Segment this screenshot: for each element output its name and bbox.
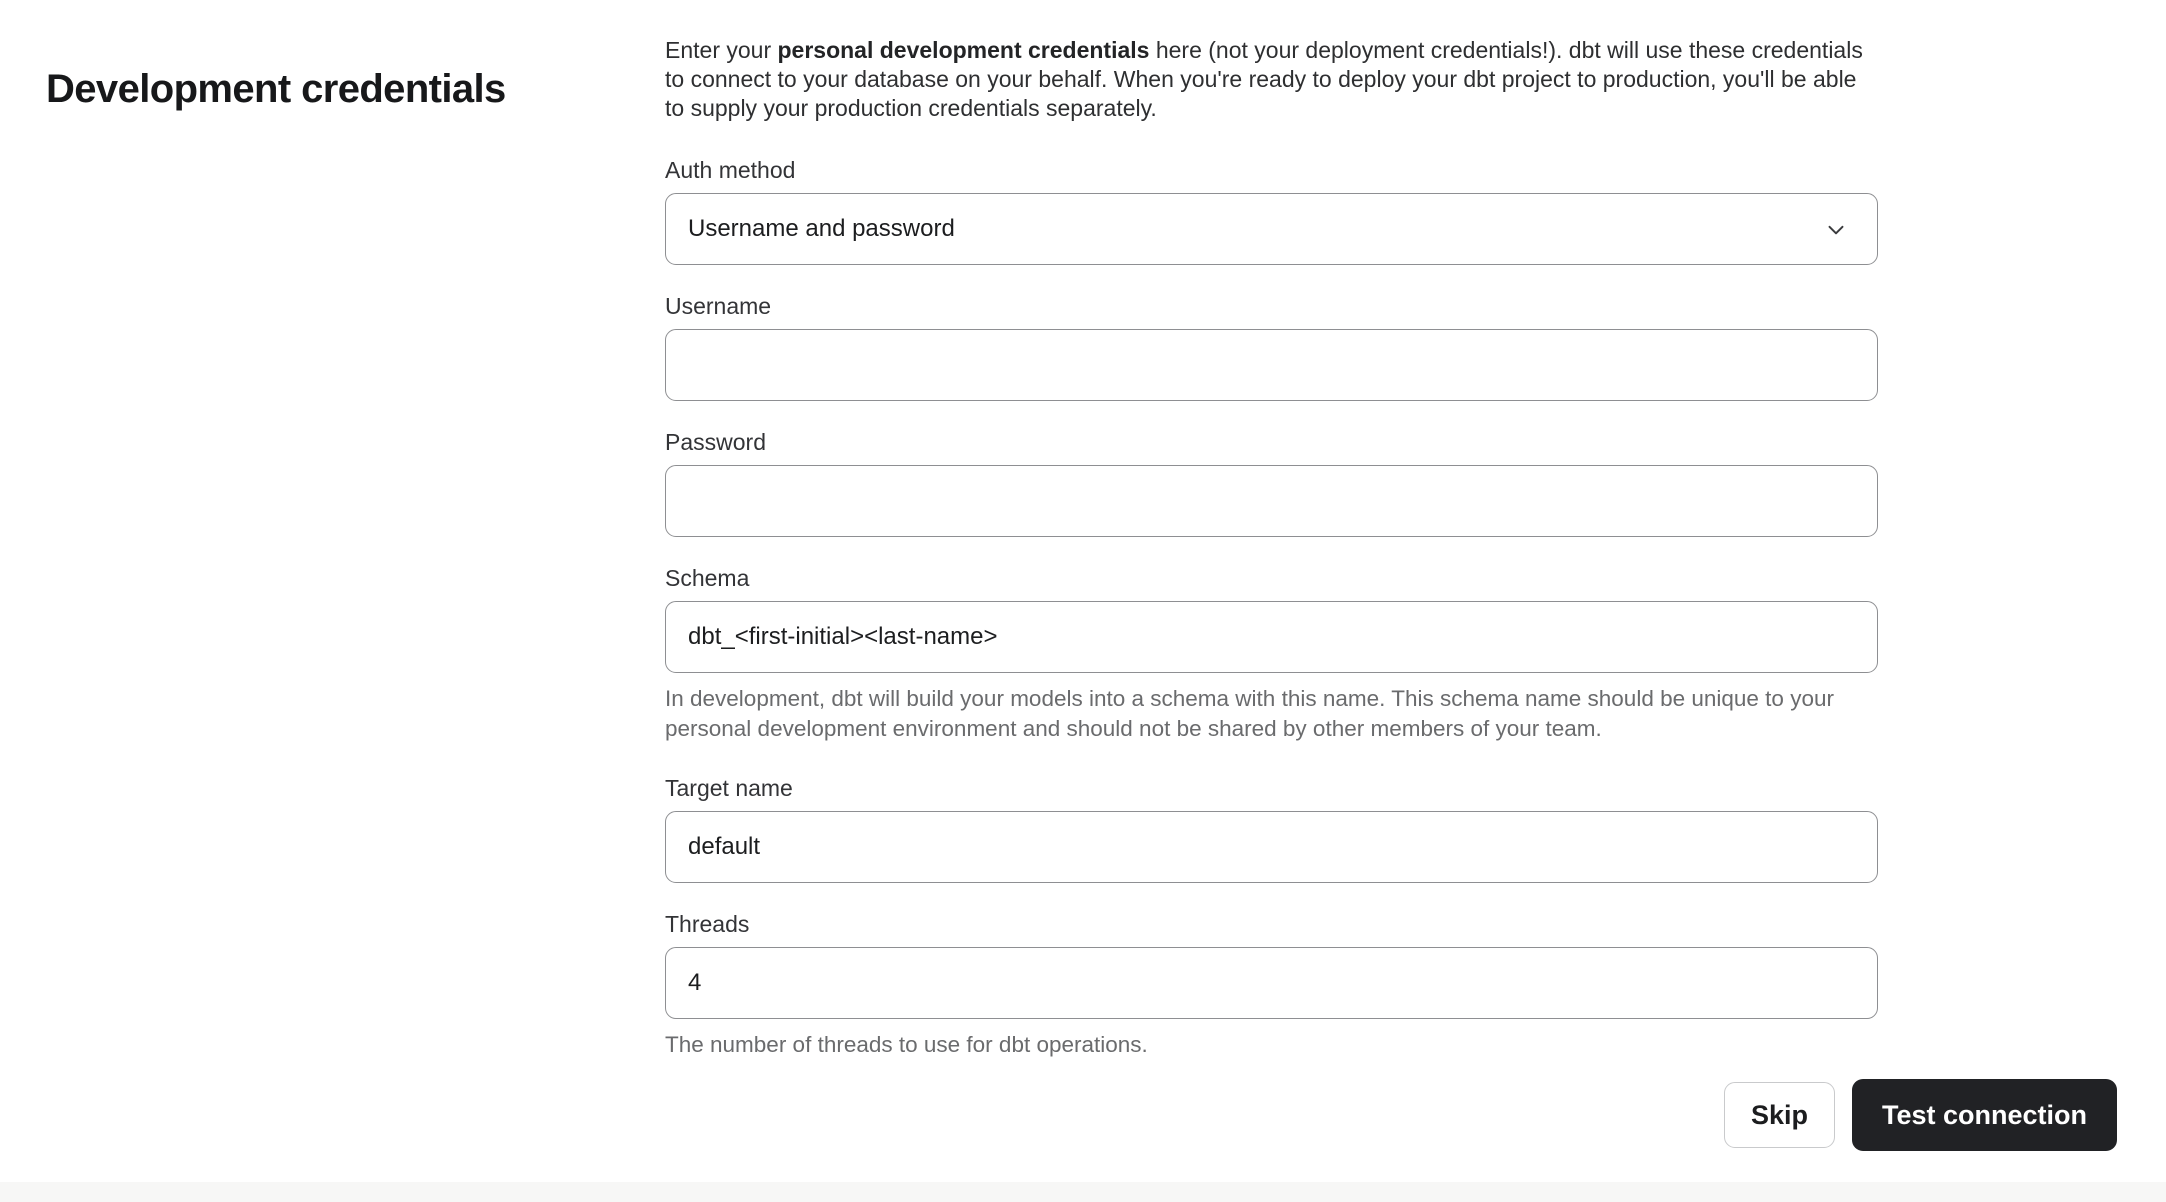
auth-method-selected-value: Username and password <box>688 215 955 242</box>
password-input[interactable] <box>665 465 1878 537</box>
bottom-section-divider <box>0 1182 2166 1202</box>
target-name-input[interactable] <box>665 811 1878 883</box>
auth-method-select[interactable] <box>665 193 1878 265</box>
auth-method-label: Auth method <box>665 157 796 183</box>
threads-field <box>665 910 1878 1060</box>
password-label: Password <box>665 429 766 455</box>
chevron-down-icon <box>1823 216 1849 242</box>
auth-method-field <box>665 156 1878 265</box>
intro-text <box>665 36 1878 123</box>
page-title: Development credentials <box>46 66 506 111</box>
test-connection-button[interactable]: Test connection <box>1852 1079 2117 1151</box>
password-field <box>665 428 1878 537</box>
intro-text-pre: Enter your <box>665 37 778 63</box>
schema-help-text: In development, dbt will build your models into a schema with this name. This schema name should be unique to your personal development environment and should not be shared by other members of your team. <box>665 686 1834 741</box>
skip-button[interactable]: Skip <box>1724 1082 1835 1148</box>
threads-help-text: The number of threads to use for dbt operations. <box>665 1032 1148 1057</box>
credentials-form <box>665 36 1878 1060</box>
schema-field <box>665 564 1878 744</box>
username-input[interactable] <box>665 329 1878 401</box>
target-name-field <box>665 774 1878 883</box>
schema-input[interactable] <box>665 601 1878 673</box>
intro-text-bold: personal development credentials <box>777 37 1150 63</box>
target-name-label: Target name <box>665 775 793 801</box>
threads-input[interactable] <box>665 947 1878 1019</box>
username-label: Username <box>665 293 772 319</box>
schema-label: Schema <box>665 565 750 591</box>
threads-label: Threads <box>665 911 750 937</box>
form-actions <box>1724 1079 2117 1151</box>
username-field <box>665 292 1878 401</box>
intro-text-post: here (not your deployment credentials!). dbt will use these credentials to connect to your database on your behalf. When you're ready to deploy your dbt project to production, you'll be able to supply your production credentials separately. <box>665 37 1863 121</box>
